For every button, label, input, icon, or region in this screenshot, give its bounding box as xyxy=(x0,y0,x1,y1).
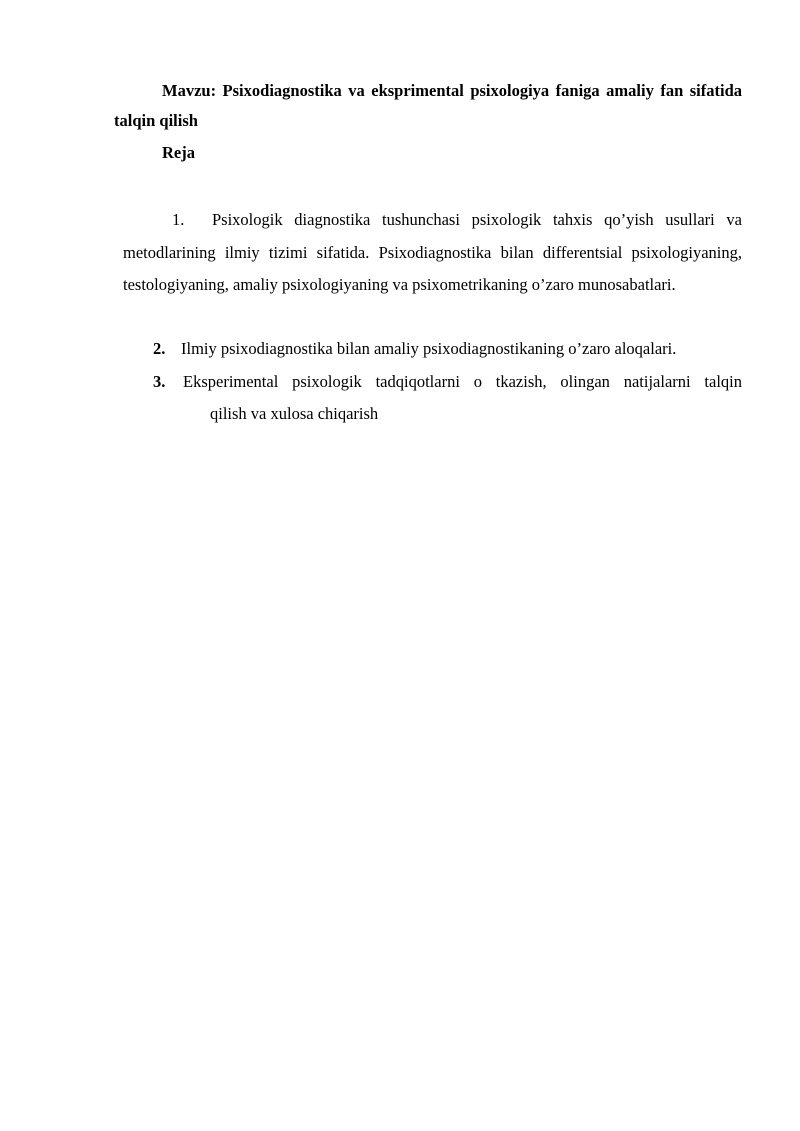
plan-item-2 xyxy=(153,334,742,364)
plan-item-1 xyxy=(123,204,742,302)
plan-item-number: 1. xyxy=(172,210,185,229)
plan-item-number: 2. xyxy=(153,339,166,358)
plan-item-text: Ilmiy psixodiagnostika bilan amaliy psixodiagnostikaning o’zaro aloqalari. xyxy=(181,339,677,358)
document-title: Mavzu: Psixodiagnostika va eksprimental psixologiya faniga amaliy fan sifatida talqin qilish xyxy=(114,81,742,130)
plan-item-text: Psixologik diagnostika tushunchasi psixologik tahxis qo’yish usullari va metodlarining ilmiy tizimi sifatida. Psixodiagnostika bilan differentsial psixologiyaning, testologiyaning, amaliy psixologiyaning va psixometrikaning o’zaro munosabatlari. xyxy=(123,210,742,294)
plan-item-line xyxy=(153,366,742,398)
plan-item-text: Eksperimental psixologik tadqiqotlarni o tkazish, olingan natijalarni talqin xyxy=(183,372,742,391)
plan-heading: Reja xyxy=(162,143,195,162)
plan-item-text-continued: qilish va xulosa chiqarish xyxy=(210,404,379,423)
plan-item-number: 3. xyxy=(153,372,166,391)
plan-item-3 xyxy=(153,366,742,430)
